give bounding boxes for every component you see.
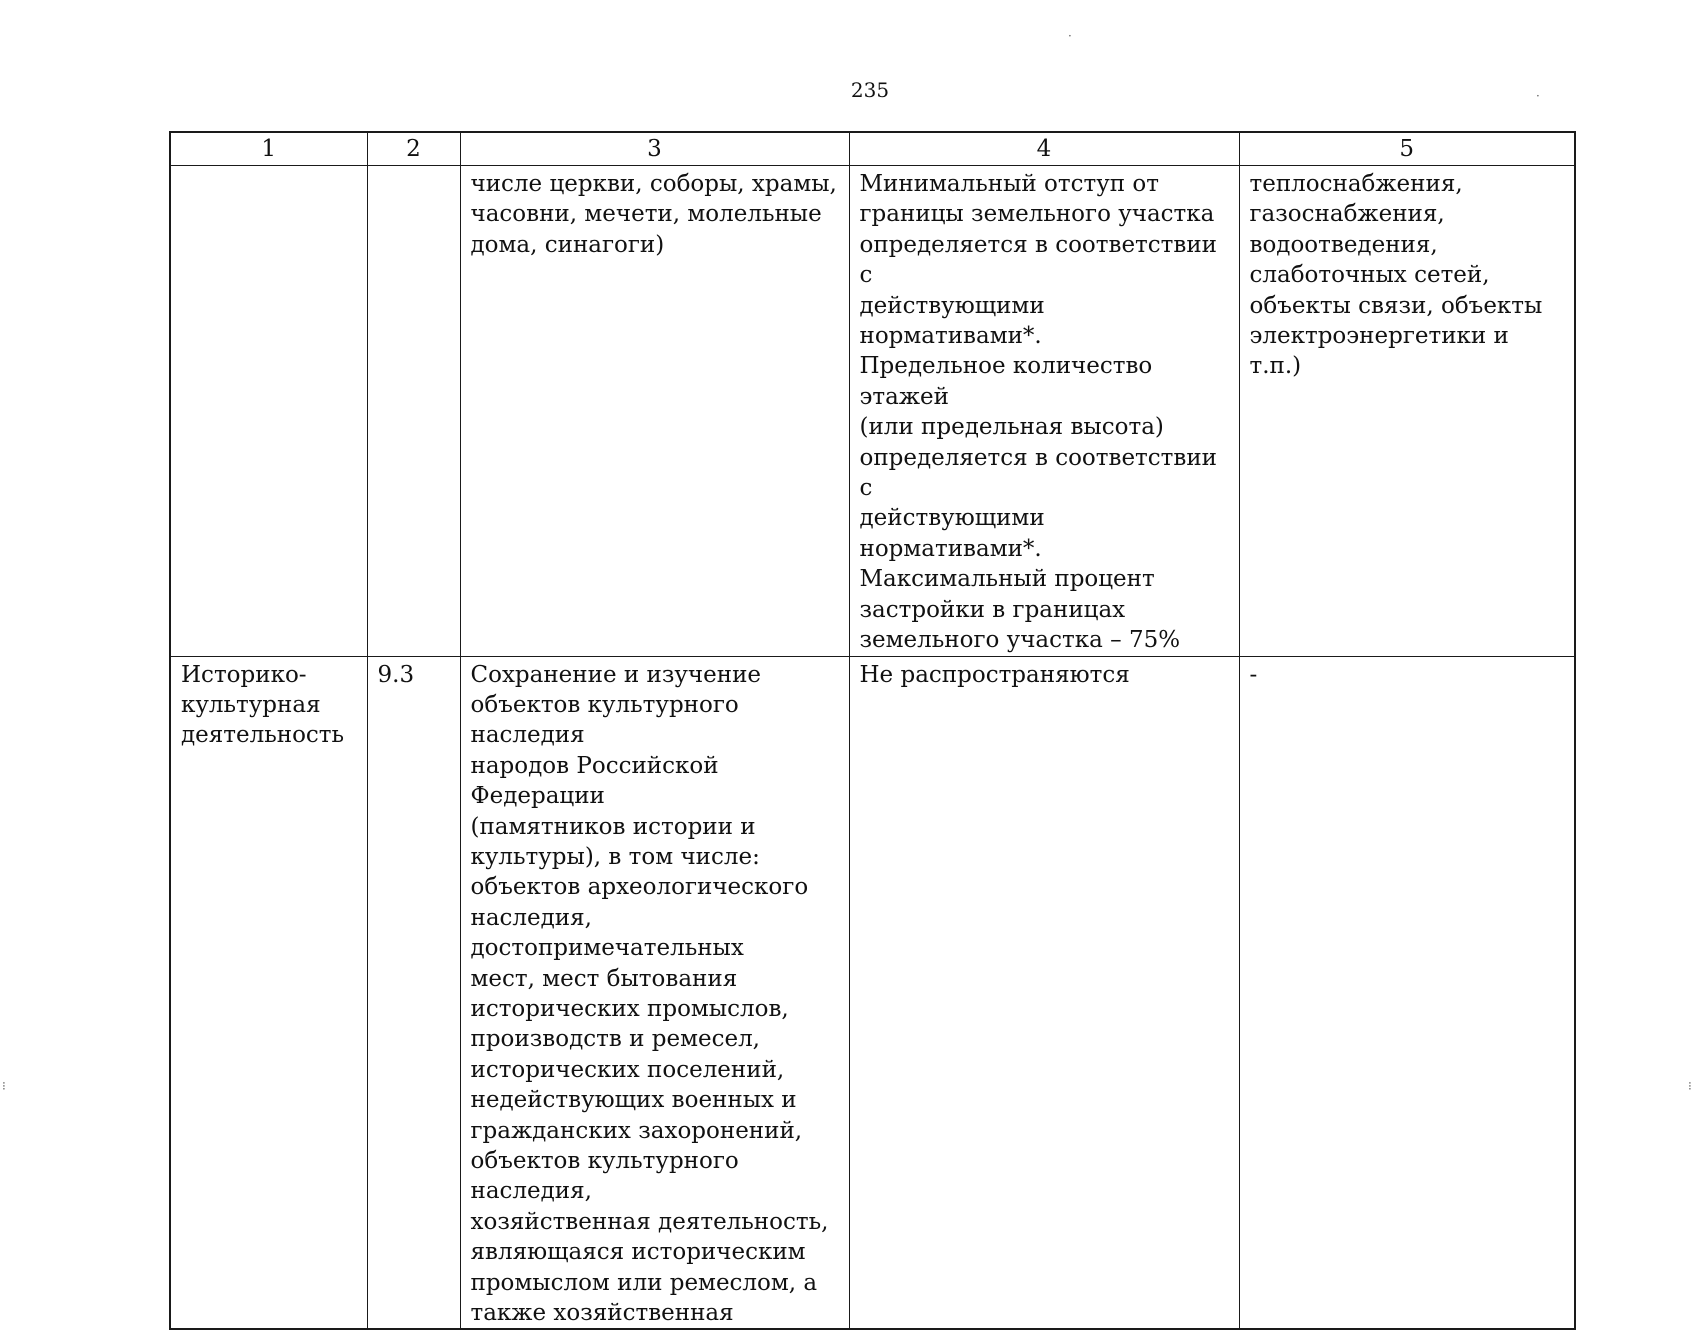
table-cell-activity-name: Историко- культурная деятельность: [170, 656, 367, 1329]
scan-speck: ⁝: [2, 1079, 6, 1093]
table-cell-description: числе церкви, соборы, храмы, часовни, мечети, молельные дома, синагоги): [460, 166, 849, 657]
scan-speck: ·: [1068, 29, 1072, 43]
table-cell-parameters: Минимальный отступ от границы земельного участка определяется в соответствии с действующими нормативами*. Предельное количество этажей (или предельная высота) определяется в соответствии с действующими нормативами*. Максимальный процент застройки в границах земельного участка – 75%: [849, 166, 1239, 657]
table-cell-parameters: Не распространяются: [849, 656, 1239, 1329]
column-header-1: 1: [170, 132, 367, 166]
scan-speck: ⁝: [1688, 1079, 1692, 1093]
column-header-5: 5: [1239, 132, 1575, 166]
scan-speck: ·: [1536, 89, 1540, 103]
page-number: 235: [850, 78, 890, 102]
table-cell-auxiliary: -: [1239, 656, 1575, 1329]
table-cell-code: 9.3: [367, 656, 460, 1329]
table-cell-auxiliary: теплоснабжения, газоснабжения, водоотведения, слаботочных сетей, объекты связи, объекты электроэнергетики и т.п.): [1239, 166, 1575, 657]
table-cell-code: [367, 166, 460, 657]
table-row: [170, 166, 1575, 657]
table-cell-activity-name: [170, 166, 367, 657]
column-header-4: 4: [849, 132, 1239, 166]
column-header-3: 3: [460, 132, 849, 166]
table-row: [170, 656, 1575, 1329]
table-cell-description: Сохранение и изучение объектов культурного наследия народов Российской Федерации (памятников истории и культуры), в том числе: объектов археологического наследия, достопримечательных мест, мест бытования исторических промыслов, производств и ремесел, исторических поселений, недействующих военных и гражданских захоронений, объектов культурного наследия, хозяйственная деятельность, являющаяся историческим промыслом или ремеслом, а также хозяйственная: [460, 656, 849, 1329]
column-header-2: 2: [367, 132, 460, 166]
regulations-table: [169, 131, 1576, 1330]
header-row: [170, 132, 1575, 166]
